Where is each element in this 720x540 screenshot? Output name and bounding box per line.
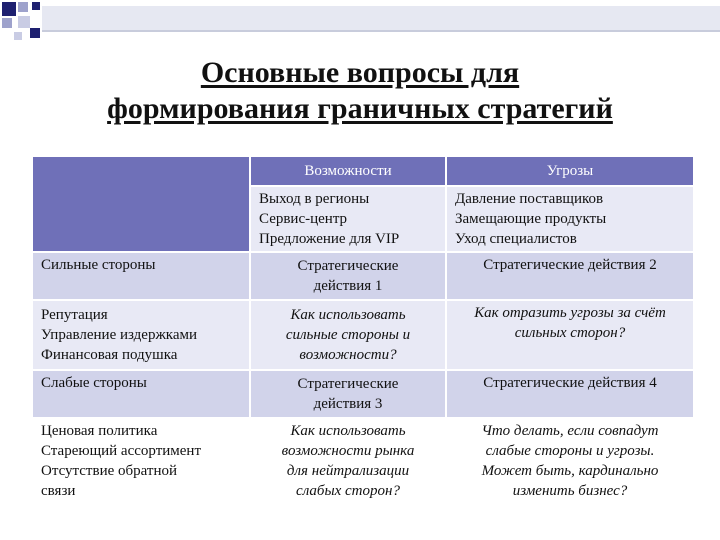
- title-line-2: формирования граничных стратегий: [107, 92, 613, 125]
- strategic-action-3: [251, 371, 447, 419]
- corner-square-2: [18, 2, 28, 12]
- weaknesses-row: [33, 371, 695, 419]
- action-line: действия 3: [313, 396, 383, 412]
- action-line: действия 1: [313, 278, 383, 294]
- question-line: слабые стороны и угрозы.: [485, 443, 655, 459]
- question-line: Что делать, если совпадут: [481, 423, 659, 439]
- corner-square-5: [32, 2, 40, 10]
- title-line-1: Основные вопросы для: [200, 56, 520, 89]
- weaknesses-detail-row: [33, 419, 695, 509]
- strengths-list: [33, 301, 251, 371]
- list-item: Предложение для VIP: [259, 231, 400, 247]
- list-item: Финансовая подушка: [41, 347, 178, 363]
- strategic-action-4: Стратегические действия 4: [447, 371, 695, 419]
- list-item: Управление издержками: [41, 327, 198, 343]
- list-item: Сервис-центр: [259, 211, 348, 227]
- list-item: Репутация: [41, 307, 108, 323]
- header-threats: Угрозы: [447, 157, 695, 187]
- list-item: связи: [41, 483, 76, 499]
- strategic-action-1: [251, 253, 447, 301]
- question-line: возможности?: [299, 347, 397, 363]
- weaknesses-list: [33, 419, 251, 509]
- corner-square-6: [30, 28, 40, 38]
- strategy-table: [33, 157, 695, 509]
- opportunities-list: [251, 187, 447, 253]
- weaknesses-label: Слабые стороны: [33, 371, 251, 419]
- list-item: Давление поставщиков: [455, 191, 604, 207]
- question-line: возможности рынка: [281, 443, 415, 459]
- question-line: Как использовать: [290, 307, 406, 323]
- header-opportunities: Возможности: [251, 157, 447, 187]
- action-line: Стратегические: [297, 376, 399, 392]
- question-line: слабых сторон?: [296, 483, 400, 499]
- corner-square-7: [14, 32, 22, 40]
- strategic-action-2: Стратегические действия 2: [447, 253, 695, 301]
- question-weaknesses-threats: [447, 419, 695, 509]
- list-item: Уход специалистов: [455, 231, 577, 247]
- strengths-row: [33, 253, 695, 301]
- list-item: Стареющий ассортимент: [41, 443, 202, 459]
- corner-square-4: [18, 16, 30, 28]
- corner-square-3: [2, 18, 12, 28]
- question-line: для нейтрализации: [286, 463, 410, 479]
- question-line: сильных сторон?: [514, 325, 626, 341]
- strengths-label: Сильные стороны: [33, 253, 251, 301]
- question-line: Может быть, кардинально: [481, 463, 659, 479]
- list-item: Выход в регионы: [259, 191, 370, 207]
- question-strengths-threats: [447, 301, 695, 371]
- list-item: Отсутствие обратной: [41, 463, 178, 479]
- question-weaknesses-opportunities: [251, 419, 447, 509]
- corner-square-1: [2, 2, 16, 16]
- question-line: Как использовать: [290, 423, 406, 439]
- corner-cell: [33, 157, 251, 253]
- action-line: Стратегические: [297, 258, 399, 274]
- question-line: изменить бизнес?: [512, 483, 628, 499]
- question-line: Как отразить угрозы за счёт: [474, 305, 666, 321]
- strengths-detail-row: [33, 301, 695, 371]
- question-line: сильные стороны и: [285, 327, 411, 343]
- list-item: Замещающие продукты: [455, 211, 607, 227]
- page-title: [30, 55, 690, 127]
- question-strengths-opportunities: [251, 301, 447, 371]
- header-row: [33, 157, 695, 187]
- threats-list: [447, 187, 695, 253]
- list-item: Ценовая политика: [41, 423, 158, 439]
